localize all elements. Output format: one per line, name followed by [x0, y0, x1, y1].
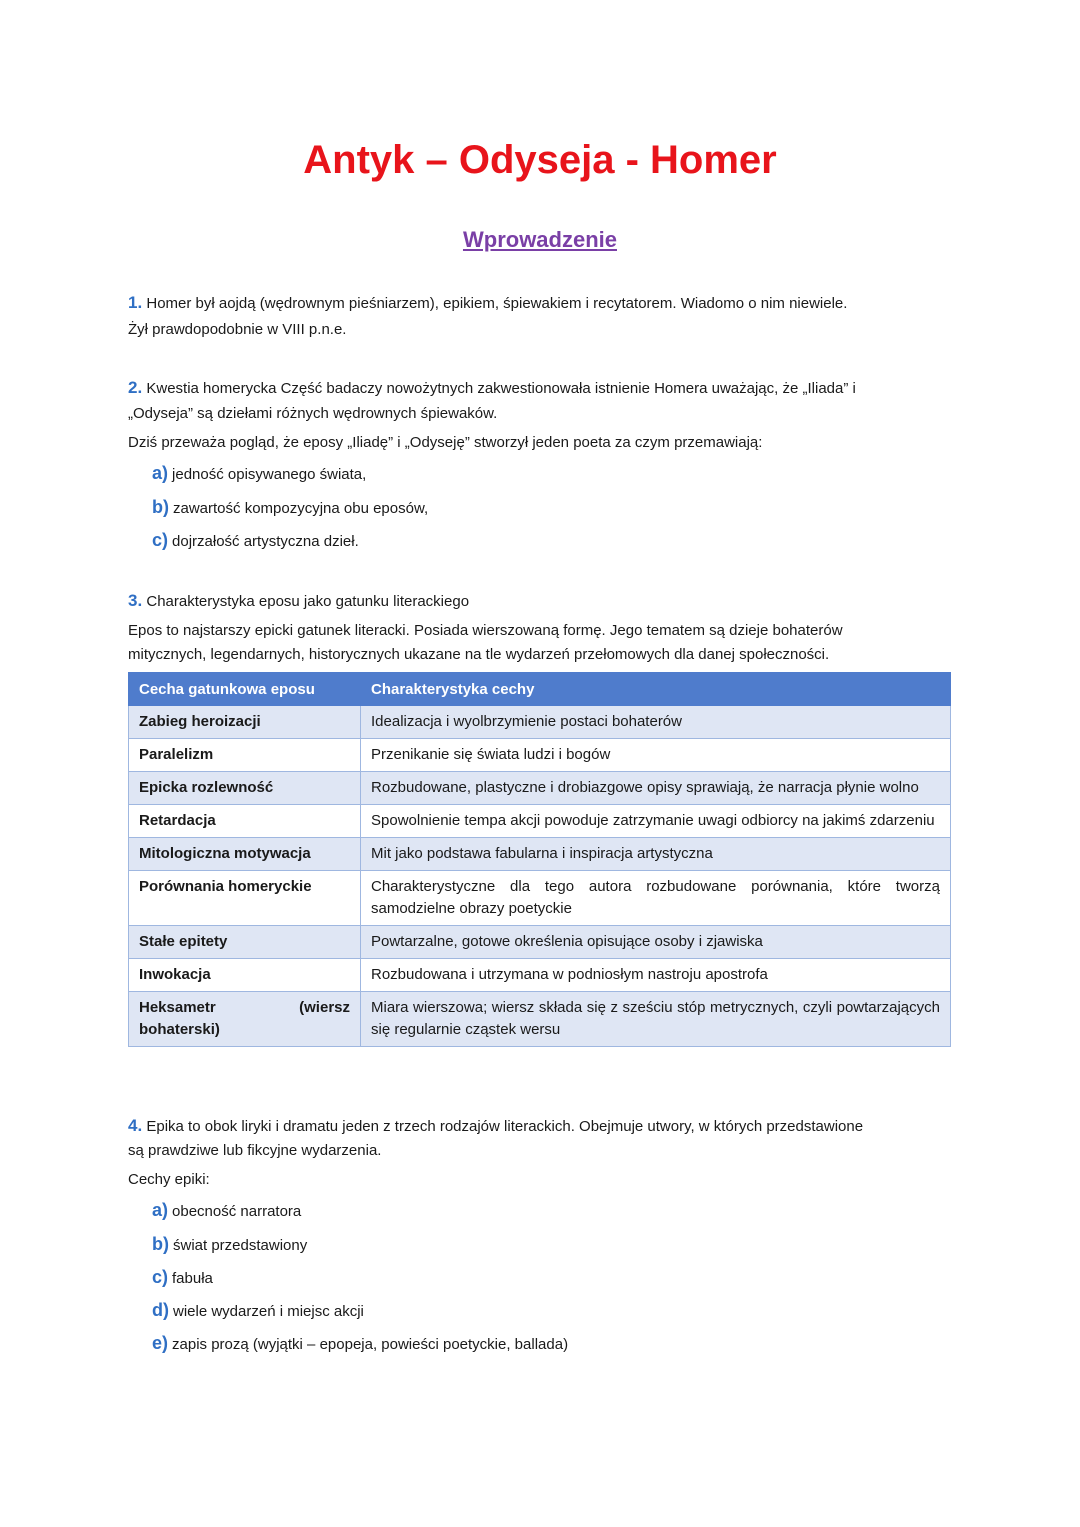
section-2-line-1 — [128, 376, 856, 401]
table-cell-description: Mit jako podstawa fabularna i inspiracja artystyczna — [361, 838, 951, 871]
table-cell-feature: Paralelizm — [129, 739, 361, 772]
table-cell-description: Powtarzalne, gotowe określenia opisujące osoby i zjawiska — [361, 926, 951, 959]
list-item — [152, 1264, 213, 1292]
list-item-text: dojrzałość artystyczna dzieł. — [172, 533, 359, 550]
table-row — [129, 926, 951, 959]
table-cell-description: Rozbudowane, plastyczne i drobiazgowe opisy sprawiają, że narracja płynie wolno — [361, 772, 951, 805]
list-marker: c) — [152, 530, 169, 550]
table-cell-feature: Retardacja — [129, 805, 361, 838]
section-3-line-1: Epos to najstarszy epicki gatunek literacki. Posiada wierszowaną formę. Jego tematem są dzieje bohaterów — [128, 622, 843, 639]
table-cell-description: Rozbudowana i utrzymana w podniosłym nastroju apostrofa — [361, 959, 951, 992]
page-title: Antyk – Odyseja - Homer — [303, 138, 777, 182]
table-cell-feature: Epicka rozlewność — [129, 772, 361, 805]
table-row — [129, 805, 951, 838]
list-item — [152, 494, 428, 522]
table-row — [129, 959, 951, 992]
table-cell-feature: Porównania homeryckie — [129, 871, 361, 926]
table-cell-feature: Heksametr (wiersz bohaterski) — [129, 992, 361, 1047]
table-row — [129, 992, 951, 1047]
section-number: 1. — [128, 293, 143, 312]
list-item — [152, 1231, 307, 1259]
table-cell-description: Charakterystyczne dla tego autora rozbudowane porównania, które tworzą samodzielne obrazy poetyckie — [361, 871, 951, 926]
section-number: 3. — [128, 591, 143, 610]
list-item-text: jedność opisywanego świata, — [172, 466, 367, 483]
table-header-row — [129, 673, 951, 706]
list-item — [152, 1197, 301, 1225]
table-cell-feature: Inwokacja — [129, 959, 361, 992]
section-4-line-1 — [128, 1114, 863, 1139]
epic-features-table — [128, 672, 951, 1047]
section-1-text: Homer był aojdą (wędrownym pieśniarzem), epikiem, śpiewakiem i recytatorem. Wiadomo o nim niewiele. — [146, 295, 848, 312]
list-item — [152, 1297, 364, 1325]
section-heading-introduction: Wprowadzenie — [462, 227, 617, 252]
column-header: Charakterystyka cechy — [361, 673, 951, 706]
list-marker: a) — [152, 1200, 169, 1220]
section-1-line-2: Żył prawdopodobnie w VIII p.n.e. — [128, 321, 347, 338]
table-row — [129, 838, 951, 871]
section-2-text: Kwestia homerycka Część badaczy nowożytnych zakwestionowała istnienie Homera uważając, że „Iliada” i — [146, 380, 856, 397]
table-cell-feature: Mitologiczna motywacja — [129, 838, 361, 871]
table-row — [129, 871, 951, 926]
list-marker: e) — [152, 1333, 169, 1353]
section-3-heading — [128, 589, 469, 614]
list-item — [152, 460, 366, 488]
list-item — [152, 1330, 568, 1358]
table-cell-description: Idealizacja i wyolbrzymienie postaci bohaterów — [361, 706, 951, 739]
section-4-text: Epika to obok liryki i dramatu jeden z trzech rodzajów literackich. Obejmuje utwory, w których przedstawione — [146, 1118, 864, 1135]
list-marker: b) — [152, 1234, 169, 1254]
list-item-text: zawartość kompozycyjna obu eposów, — [173, 500, 429, 517]
table-cell-description: Przenikanie się świata ludzi i bogów — [361, 739, 951, 772]
section-2-line-2: „Odyseja” są dziełami różnych wędrownych śpiewaków. — [128, 405, 498, 422]
list-item-text: zapis prozą (wyjątki – epopeja, powieści poetyckie, ballada) — [172, 1336, 569, 1353]
list-marker: a) — [152, 463, 169, 483]
section-3-line-2: mitycznych, legendarnych, historycznych ukazane na tle wydarzeń przełomowych dla danej społeczności. — [128, 646, 830, 663]
table-cell-feature: Zabieg heroizacji — [129, 706, 361, 739]
section-3-title: Charakterystyka eposu jako gatunku literackiego — [146, 593, 470, 610]
section-1-line-1 — [128, 291, 951, 316]
section-4-line-2: są prawdziwe lub fikcyjne wydarzenia. — [128, 1142, 382, 1159]
list-item-text: świat przedstawiony — [173, 1237, 308, 1254]
table-row — [129, 706, 951, 739]
column-header: Cecha gatunkowa eposu — [129, 673, 361, 706]
list-item-text: wiele wydarzeń i miejsc akcji — [173, 1303, 364, 1320]
section-2-line-3: Dziś przeważa pogląd, że eposy „Iliadę” i „Odyseję” stworzył jeden poeta za czym przemawiają: — [128, 434, 763, 451]
section-number: 2. — [128, 378, 143, 397]
list-marker: c) — [152, 1267, 169, 1287]
table-cell-description: Spowolnienie tempa akcji powoduje zatrzymanie uwagi odbiorcy na jakimś zdarzeniu — [361, 805, 951, 838]
list-marker: d) — [152, 1300, 169, 1320]
section-number: 4. — [128, 1116, 143, 1135]
list-item-text: fabuła — [172, 1270, 213, 1287]
table-cell-feature: Stałe epitety — [129, 926, 361, 959]
table-row — [129, 739, 951, 772]
list-item — [152, 527, 359, 555]
list-item-text: obecność narratora — [172, 1203, 302, 1220]
table-cell-description: Miara wierszowa; wiersz składa się z sześciu stóp metrycznych, czyli powtarzających się regularnie cząstek wersu — [361, 992, 951, 1047]
table-row — [129, 772, 951, 805]
section-4-line-3: Cechy epiki: — [128, 1171, 210, 1188]
list-marker: b) — [152, 497, 169, 517]
